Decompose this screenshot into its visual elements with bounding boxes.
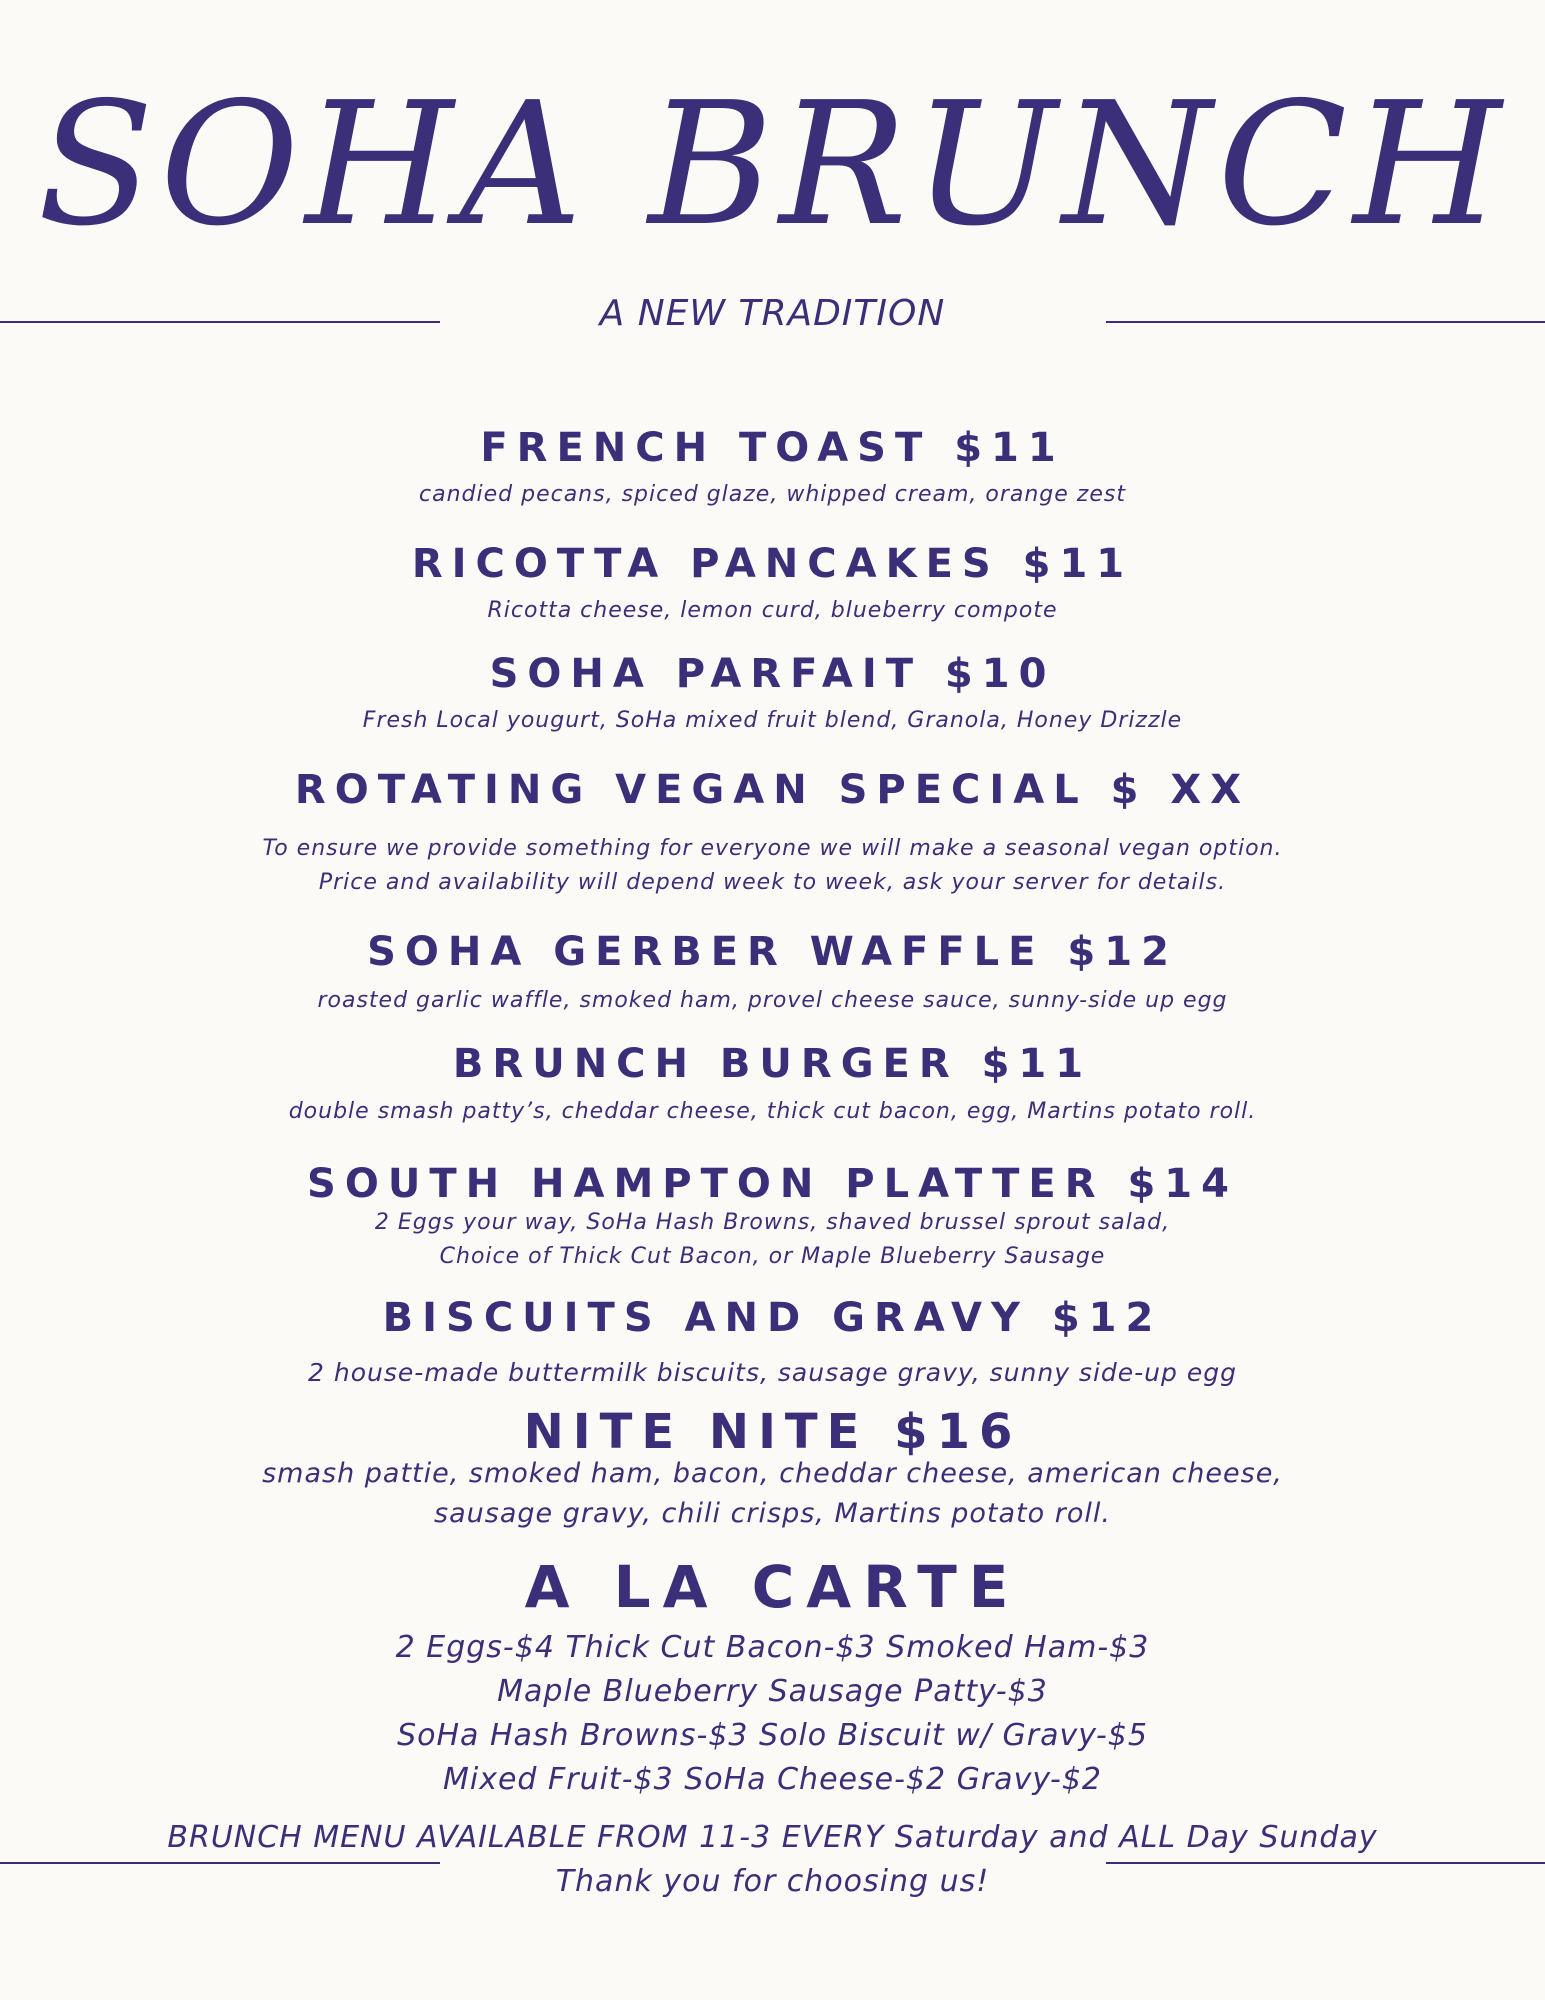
menu-subtitle: A NEW TRADITION: [599, 293, 946, 334]
item-desc-brunch-burger: double smash patty’s, cheddar cheese, thick cut bacon, egg, Martins potato roll.: [288, 1099, 1257, 1124]
item-name-french-toast: FRENCH TOAST $11: [480, 425, 1065, 471]
alacarte-line-4: Mixed Fruit-$3 SoHa Cheese-$2 Gravy-$2: [442, 1762, 1103, 1797]
item-name-brunch-burger: BRUNCH BURGER $11: [452, 1041, 1093, 1087]
menu-title: SOHA BRUNCH: [37, 66, 1508, 264]
item-name-soha-parfait: SOHA PARFAIT $10: [489, 651, 1056, 697]
item-name-rotating-vegan-special: ROTATING VEGAN SPECIAL $ XX: [294, 767, 1251, 813]
item-desc-ricotta-pancakes: Ricotta cheese, lemon curd, blueberry compote: [487, 598, 1058, 623]
item-desc-soha-gerber-waffle: roasted garlic waffle, smoked ham, provel cheese sauce, sunny-side up egg: [317, 988, 1228, 1013]
item-desc-nite-nite-1: smash pattie, smoked ham, bacon, cheddar cheese, american cheese,: [262, 1458, 1283, 1489]
item-desc-south-hampton-platter-1: 2 Eggs your way, SoHa Hash Browns, shaved brussel sprout salad,: [374, 1210, 1171, 1235]
item-name-soha-gerber-waffle: SOHA GERBER WAFFLE $12: [367, 929, 1178, 975]
item-name-south-hampton-platter: SOUTH HAMPTON PLATTER $14: [307, 1161, 1238, 1207]
item-name-nite-nite: NITE NITE $16: [523, 1404, 1022, 1460]
item-desc-french-toast: candied pecans, spiced glaze, whipped cream, orange zest: [419, 482, 1126, 507]
alacarte-line-1: 2 Eggs-$4 Thick Cut Bacon-$3 Smoked Ham-$3: [395, 1630, 1150, 1665]
alacarte-title: A LA CARTE: [524, 1553, 1021, 1621]
footer-hours: BRUNCH MENU AVAILABLE FROM 11-3 EVERY Saturday and ALL Day Sunday: [167, 1820, 1378, 1855]
footer-thanks: Thank you for choosing us!: [555, 1864, 990, 1899]
item-desc-soha-parfait: Fresh Local yougurt, SoHa mixed fruit blend, Granola, Honey Drizzle: [362, 708, 1183, 733]
item-desc-rotating-vegan-special-2: Price and availability will depend week to week, ask your server for details.: [318, 870, 1227, 895]
alacarte-line-2: Maple Blueberry Sausage Patty-$3: [497, 1674, 1048, 1709]
item-desc-south-hampton-platter-2: Choice of Thick Cut Bacon, or Maple Blueberry Sausage: [439, 1244, 1106, 1269]
item-name-ricotta-pancakes: RICOTTA PANCAKES $11: [411, 541, 1134, 587]
alacarte-line-3: SoHa Hash Browns-$3 Solo Biscuit w/ Gravy-$5: [397, 1718, 1148, 1753]
item-desc-rotating-vegan-special-1: To ensure we provide something for everyone we will make a seasonal vegan option.: [262, 836, 1283, 861]
item-name-biscuits-and-gravy: BISCUITS AND GRAVY $12: [382, 1295, 1163, 1341]
item-desc-nite-nite-2: sausage gravy, chili crisps, Martins potato roll.: [434, 1498, 1111, 1529]
item-desc-biscuits-and-gravy: 2 house-made buttermilk biscuits, sausage gravy, sunny side-up egg: [308, 1358, 1237, 1387]
